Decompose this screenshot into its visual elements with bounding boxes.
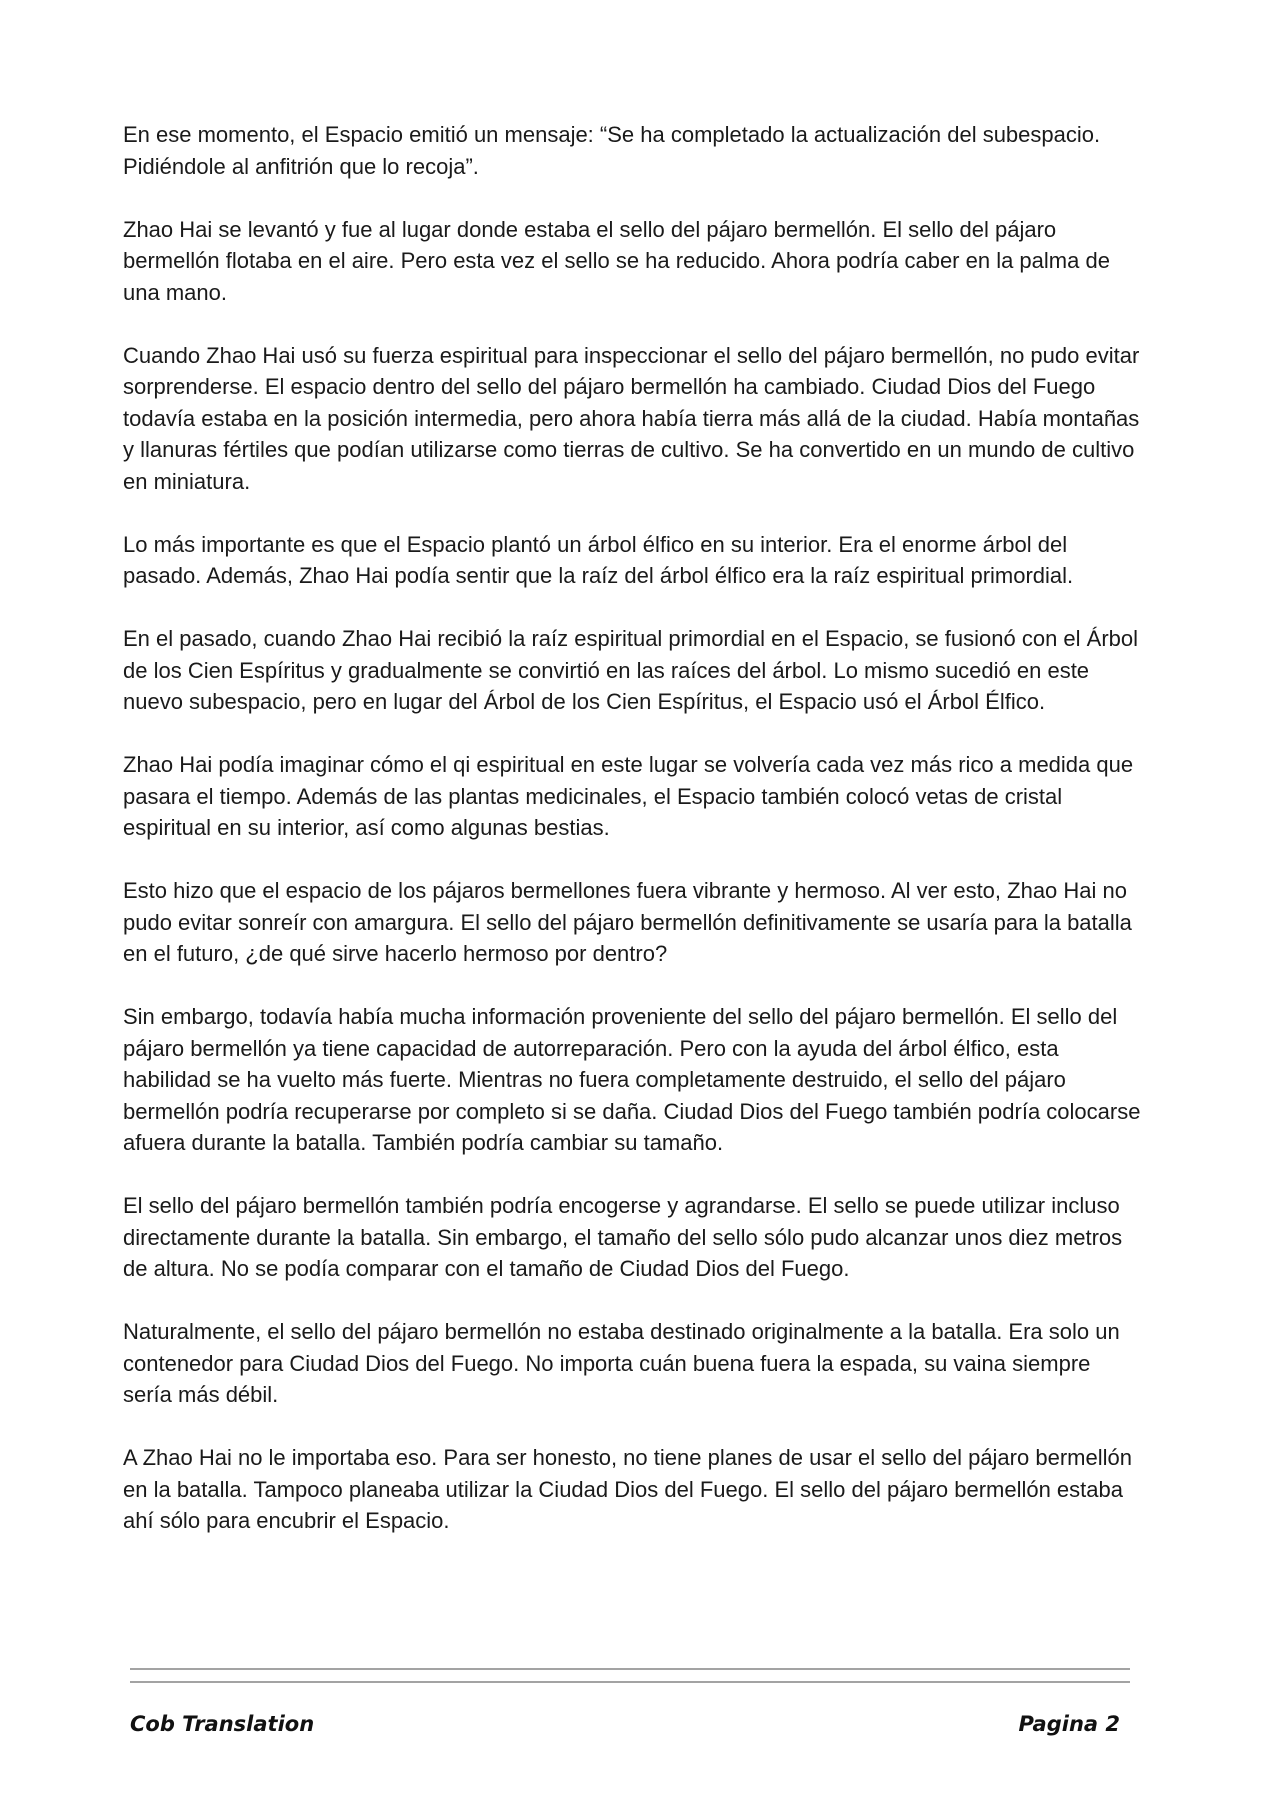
- paragraph: Sin embargo, todavía había mucha información proveniente del sello del pájaro bermellón. El sello del pájaro bermellón ya tiene capacidad de autorreparación. Pero con la ayuda del árbol élfico, esta habilidad se ha vuelto más fuerte. Mientras no fuera completamente destruido, el sello del pájaro bermellón podría recuperarse por completo si se daña. Ciudad Dios del Fuego también podría colocarse afuera durante la batalla. También podría cambiar su tamaño.: [123, 1004, 1141, 1155]
- paragraph: Naturalmente, el sello del pájaro bermellón no estaba destinado originalmente a la batalla. Era solo un contenedor para Ciudad Dios del Fuego. No importa cuán buena fuera la espada, su vaina siempre sería más débil.: [123, 1319, 1120, 1407]
- paragraph: En el pasado, cuando Zhao Hai recibió la raíz espiritual primordial en el Espacio, se fusionó con el Árbol de los Cien Espíritus y gradualmente se convirtió en las raíces del árbol. Lo mismo sucedió en este nuevo subespacio, pero en lugar del Árbol de los Cien Espíritus, el Espacio usó el Árbol Élfico.: [123, 626, 1139, 714]
- footer-divider: [130, 1681, 1130, 1683]
- body-text: [123, 119, 1143, 1568]
- paragraph: Zhao Hai se levantó y fue al lugar donde estaba el sello del pájaro bermellón. El sello del pájaro bermellón flotaba en el aire. Pero esta vez el sello se ha reducido. Ahora podría caber en la palma de una mano.: [123, 216, 1110, 305]
- footer-divider: [130, 1668, 1130, 1670]
- paragraph: Zhao Hai podía imaginar cómo el qi espiritual en este lugar se volvería cada vez más rico a medida que pasara el tiempo. Además de las plantas medicinales, el Espacio también colocó vetas de cristal espiritual en su interior, así como algunas bestias.: [123, 752, 1134, 840]
- paragraph: Esto hizo que el espacio de los pájaros bermellones fuera vibrante y hermoso. Al ver esto, Zhao Hai no pudo evitar sonreír con amargura. El sello del pájaro bermellón definitivamente se usaría para la batalla en el futuro, ¿de qué sirve hacerlo hermoso por dentro?: [123, 878, 1132, 966]
- paragraph: Cuando Zhao Hai usó su fuerza espiritual para inspeccionar el sello del pájaro bermellón, no pudo evitar sorprenderse. El espacio dentro del sello del pájaro bermellón ha cambiado. Ciudad Dios del Fuego todavía estaba en la posición intermedia, pero ahora había tierra más allá de la ciudad. Había montañas y llanuras fértiles que podían utilizarse como tierras de cultivo. Se ha convertido en un mundo de cultivo en miniatura.: [123, 342, 1140, 494]
- paragraph: En ese momento, el Espacio emitió un mensaje: “Se ha completado la actualización del subespacio. Pidiéndole al anfitrión que lo recoja”.: [123, 122, 1101, 179]
- paragraph: El sello del pájaro bermellón también podría encogerse y agrandarse. El sello se puede utilizar incluso directamente durante la batalla. Sin embargo, el tamaño del sello sólo pudo alcanzar unos diez metros de altura. No se podía comparar con el tamaño de Ciudad Dios del Fuego.: [123, 1193, 1123, 1281]
- footer-page-number: Pagina 2: [1018, 1712, 1120, 1736]
- paragraph: Lo más importante es que el Espacio plantó un árbol élfico en su interior. Era el enorme árbol del pasado. Además, Zhao Hai podía sentir que la raíz del árbol élfico era la raíz espiritual primordial.: [123, 531, 1074, 588]
- footer-translator-credit: Cob Translation: [130, 1712, 315, 1736]
- paragraph: A Zhao Hai no le importaba eso. Para ser honesto, no tiene planes de usar el sello del pájaro bermellón en la batalla. Tampoco planeaba utilizar la Ciudad Dios del Fuego. El sello del pájaro bermellón estaba ahí sólo para encubrir el Espacio.: [123, 1445, 1132, 1533]
